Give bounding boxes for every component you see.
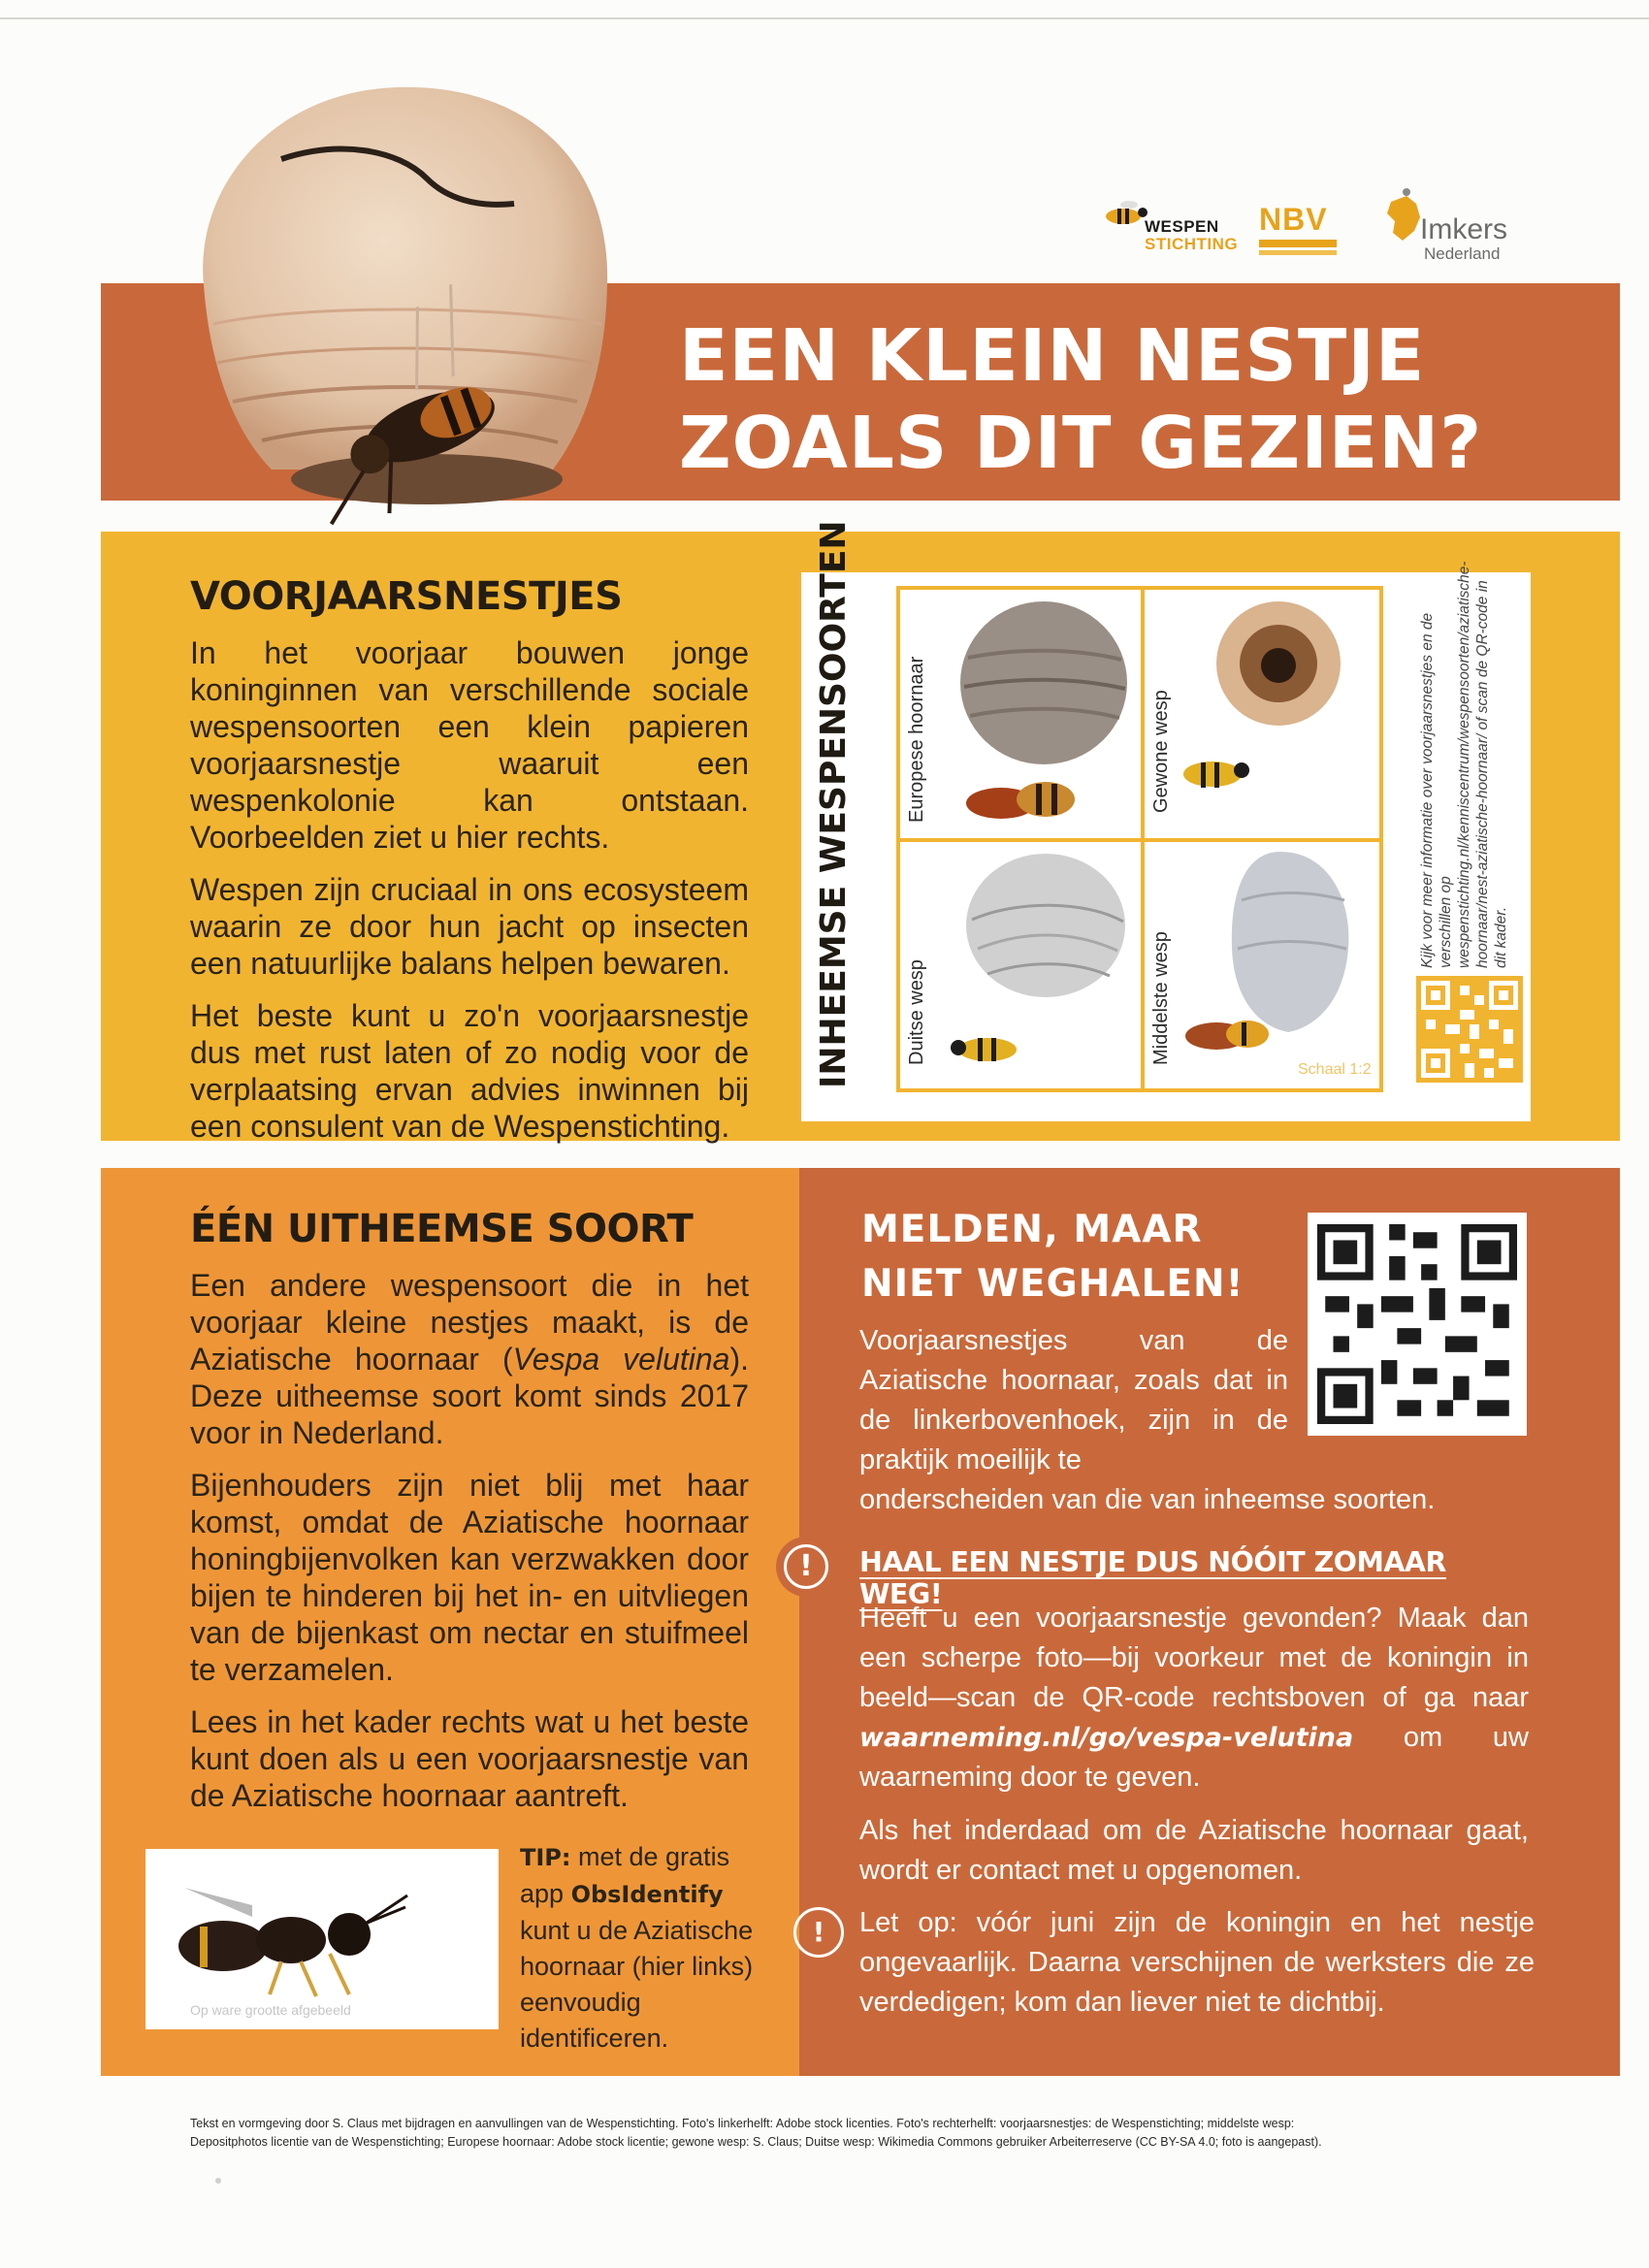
text-run: Heeft u een voorjaarsnestje gevonden? Maak dan een scherpe foto—bij voorkeur met de koningin in beeld—scan de QR-code rechtsboven of ga naar [859,1603,1529,1713]
text-run: ). Deze uitheemse soort komt sinds 2017 voor in Nederland. [190,1342,750,1450]
species-panel-title: INHEEMSE WESPENSOORTEN [814,520,854,1088]
paragraph: Als het inderdaad om de Aziatische hoornaar gaat, wordt er contact met u opgenomen. [859,1815,1529,1886]
logo-bar [1259,240,1337,247]
text-run: om uw waarneming door te geven. [859,1722,1529,1793]
voorjaarsnestjes-text [190,574,749,1160]
title-line: NIET WEGHALEN! [861,1262,1245,1306]
melden-intro: Voorjaarsnestjes van de Aziatische hoornaar, zoals dat in de linkerbovenhoek, zijn in de praktijk moeilijk te [859,1325,1288,1475]
warning-row [776,1537,1533,1610]
nest-photo [184,81,640,557]
paragraph: Het beste kunt u zo'n voorjaarsnestje dus met rust laten of zo nodig voor de verplaatsing ervan advies inwinnen bij een consulent van de Wespenstichting. [190,998,749,1144]
logo-bar [1259,250,1337,255]
more-info-note: Kijk voor meer informatie over voorjaarsnestjes en de verschillen op wespenstichting.nl/kenniscentrum/wespensoorten/aziatische-hoornaar/nest-aziatische-hoornaar/ of scan de QR-code in dit kader. [1419,561,1509,968]
qr-pattern [1317,1222,1517,1426]
species-cell [1145,842,1385,1090]
credits-line: Depositphotos licentie van de Wespenstichting; Europese hoornaar: Adobe stock licentie; gewone wesp: S. Claus; Duitse wesp: Wikimedia Commons gebruiker Arbeiterreserve (CC BY-SA 4.0; foto is aangepast). [190,2135,1322,2149]
text-run: Een andere wespensoort die in het voorjaar kleine nestjes maakt, is de Aziatische hoornaar ( [190,1268,749,1377]
section-title: VOORJAARSNESTJES [190,574,623,619]
imkers-nederland-logo [1377,184,1523,263]
melden-intro-tail: onderscheiden van die van inheemse soorten. [859,1484,1436,1515]
logo-text: Nederland [1424,244,1501,263]
logo-text: Imkers [1420,213,1507,245]
species-label: Middelste wesp [1150,931,1172,1065]
page-title [679,312,1552,487]
species-cell [900,842,1141,1090]
scan-speck [215,2178,221,2184]
caution-text: Let op: vóór juni zijn de koningin en het nestje ongevaarlijk. Daarna verschijnen de werksters die ze verdedigen; kom dan liever niet te dichtbij. [859,1907,1535,2018]
partner-logos [1086,173,1523,270]
paragraph: Wespen zijn cruciaal in ons ecosysteem waarin ze door hun jacht op insecten een natuurlijke balans helpen bewaren. [190,872,749,981]
title-line: MELDEN, MAAR [861,1208,1203,1251]
melden-title [861,1203,1269,1312]
exclamation-icon: ! [793,1907,844,1958]
warning-badge [776,1537,836,1597]
photo-caption: Op ware grootte afgebeeld [190,2002,351,2018]
species-name: Vespa velutina [512,1342,730,1377]
title-line: ZOALS DIT GEZIEN? [679,402,1483,485]
logo-text: STICHTING [1145,235,1239,253]
exclamation-icon: ! [784,1544,828,1589]
european-hornet-nest-photo [900,590,1141,838]
nbv-logo [1259,202,1346,260]
scale-note: Schaal 1:2 [1298,1061,1372,1078]
qr-code-melden[interactable] [1308,1213,1527,1436]
logo-text: NBV [1259,202,1328,237]
logo-text: WESPEN [1145,217,1219,236]
tip-label: TIP: [520,1844,571,1871]
species-grid [896,586,1383,1092]
paragraph [859,1599,1529,1798]
median-wasp-nest-photo [1145,842,1385,1092]
paragraph: In het voorjaar bouwen jonge koninginnen van verschillende sociale wespensoorten een klein papieren voorjaarsnestje waaruit een wespenkolonie kan ontstaan. Voorbeelden ziet u hier rechts. [190,635,749,855]
text-run: kunt u de Aziatische hoornaar (hier links) eenvoudig identificeren. [520,1916,754,2053]
qr-code-yellow[interactable] [1416,976,1523,1083]
melden-body [859,1599,1529,1904]
tip-text [520,1839,768,2057]
species-label: Gewone wesp [1150,690,1172,813]
wasp-icon [1098,200,1148,229]
uitheemse-soort-text [190,1207,749,1830]
species-label: Duitse wesp [906,959,927,1065]
paragraph: Bijenhouders zijn niet blij met haar komst, omdat de Aziatische hoornaar honingbijenvolken kan verzwakken door bijen te hinderen bij het in- en uitvliegen van de bijenkast om nectar en stuifmeel te verzamelen. [190,1468,749,1687]
waarneming-link[interactable]: waarneming.nl/go/vespa-velutina [859,1723,1354,1753]
credits-line: Tekst en vormgeving door S. Claus met bijdragen en aanvullingen van de Wespenstichting. Foto's linkerhelft: Adobe stock licenties. Foto's rechterhelft: voorjaarsnestjes: de Wespenstichting; middelste wesp: [190,2117,1295,2130]
scan-edge [0,17,1649,19]
paragraph: Lees in het kader rechts wat u het beste kunt doen als u een voorjaarsnestje van de Aziatische hoornaar aantreft. [190,1704,749,1813]
app-name: ObsIdentify [570,1881,724,1908]
wespenstichting-logo [1098,182,1244,253]
text-run: met de gratis app [520,1842,730,1908]
german-wasp-nest-photo [900,842,1141,1092]
common-wasp-nest-photo [1145,590,1385,838]
species-label: Europese hoornaar [906,656,927,823]
paragraph [190,1267,749,1451]
warning-text: HAAL EEN NESTJE DUS NÓÓIT ZOMAAR WEG! [859,1546,1446,1610]
species-cell [1145,590,1385,838]
title-line: EEN KLEIN NESTJE [679,314,1426,398]
credits [190,2115,1529,2152]
section-title: ÉÉN UITHEEMSE SOORT [190,1207,694,1251]
species-cell [900,590,1141,838]
